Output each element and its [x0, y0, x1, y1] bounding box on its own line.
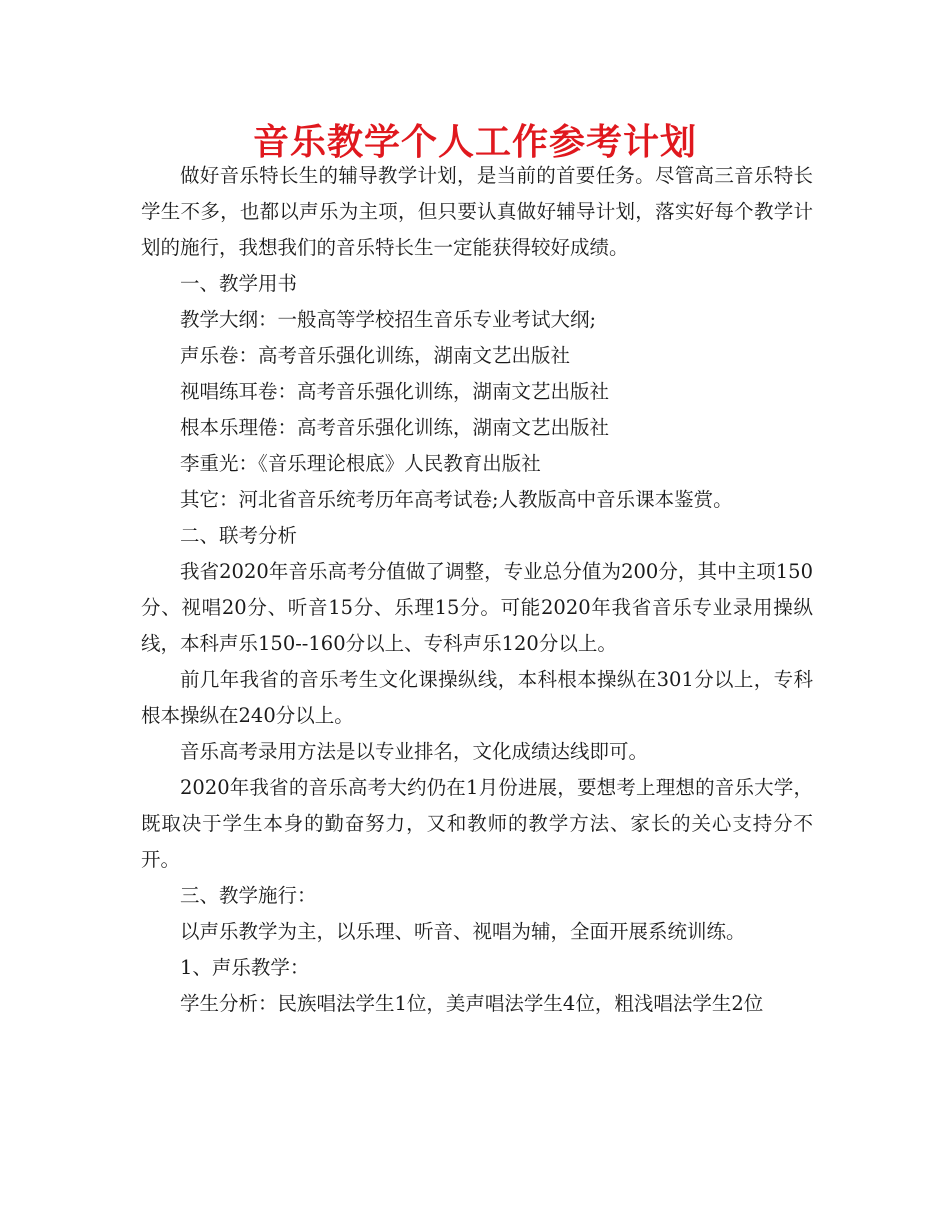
paragraph-theory-book: 根本乐理倦：高考音乐强化训练，湖南文艺出版社: [180, 416, 610, 439]
paragraph-li-chongguang: 李重光：《音乐理论根底》人民教育出版社: [180, 452, 541, 475]
paragraph-syllabus: 教学大纲：一般高等学校招生音乐专业考试大纲;: [180, 308, 597, 331]
paragraph-score-adjustment: 我省2020年音乐高考分值做了调整，专业总分值为200分，其中主项150分、视唱20分、听音15分、乐理15分。可能2020年我省音乐专业录用操纵线，本科声乐150--160分以上、专科声乐120分以上。: [141, 560, 813, 655]
section-heading-exam-analysis: 二、联考分析: [180, 524, 298, 547]
paragraph-culture-line: 前几年我省的音乐考生文化课操纵线，本科根本操纵在301分以上，专科根本操纵在240分以上。: [141, 668, 813, 727]
paragraph-admission-method: 音乐高考录用方法是以专业排名，文化成绩达线即可。: [180, 740, 649, 763]
document-body: [141, 158, 813, 1022]
document-title: 音乐教学个人工作参考计划: [252, 122, 697, 163]
section-heading-implementation: 三、教学施行：: [180, 884, 317, 907]
section-heading-textbooks: 一、教学用书: [180, 272, 298, 295]
paragraph-student-analysis: 学生分析：民族唱法学生1位，美声唱法学生4位，粗浅唱法学生2位: [180, 992, 764, 1015]
paragraph-intro: 做好音乐特长生的辅导教学计划，是当前的首要任务。尽管高三音乐特长学生不多，也都以声乐为主项，但只要认真做好辅导计划，落实好每个教学计划的施行，我想我们的音乐特长生一定能获得较好成绩。: [141, 164, 813, 259]
subheading-vocal-teaching: 1、声乐教学：: [180, 956, 310, 979]
paragraph-others: 其它：河北省音乐统考历年高考试卷;人教版高中音乐课本鉴赏。: [180, 488, 733, 511]
paragraph-exam-timing: 2020年我省的音乐高考大约仍在1月份进展，要想考上理想的音乐大学，既取决于学生本身的勤奋努力，又和教师的教学方法、家长的关心支持分不开。: [141, 776, 813, 871]
paragraph-training-focus: 以声乐教学为主，以乐理、听音、视唱为辅，全面开展系统训练。: [180, 920, 746, 943]
paragraph-sight-singing-book: 视唱练耳卷：高考音乐强化训练，湖南文艺出版社: [180, 380, 610, 403]
paragraph-vocal-book: 声乐卷：高考音乐强化训练，湖南文艺出版社: [180, 344, 571, 367]
